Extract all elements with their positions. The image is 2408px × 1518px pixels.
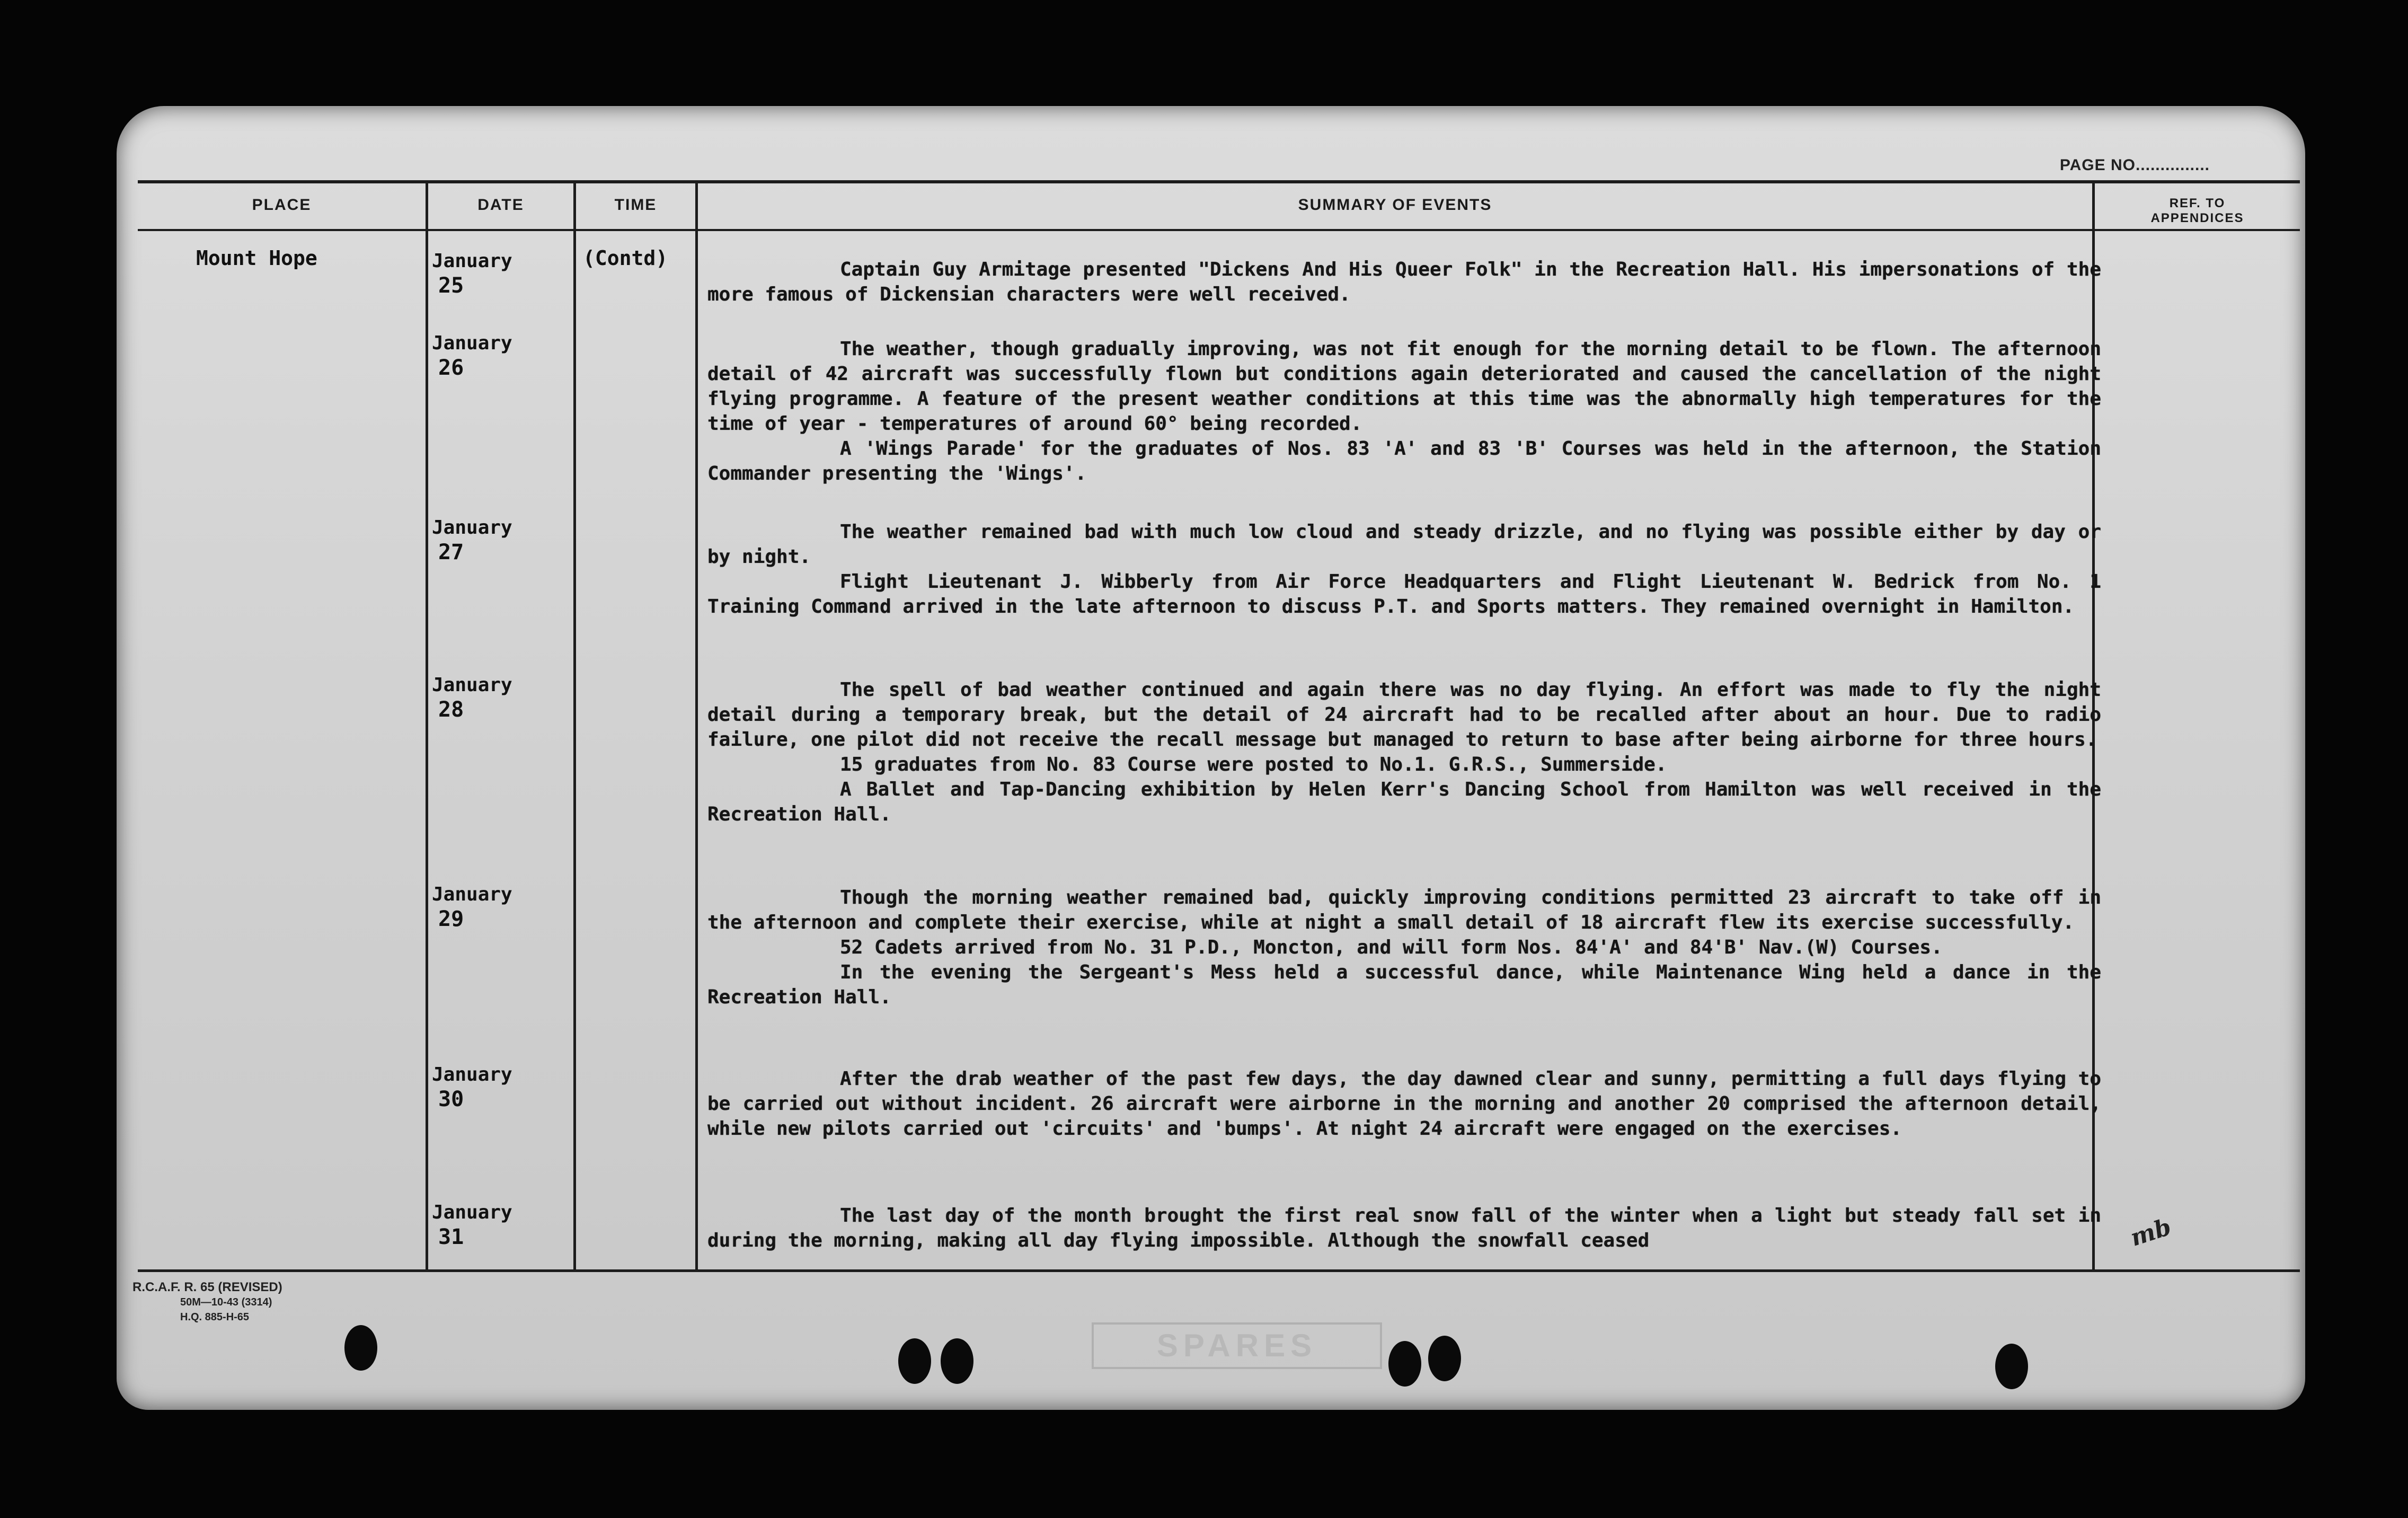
date-entry-30 <box>432 1063 512 1111</box>
date-entry-27 <box>432 516 512 564</box>
header-ref-line2: APPENDICES <box>2150 211 2244 225</box>
punch-hole-icon <box>898 1338 931 1384</box>
date-month: January <box>432 1064 512 1085</box>
summary-paragraph: 15 graduates from No. 83 Course were posted to No.1. G.R.S., Summerside. <box>840 754 1667 775</box>
summary-paragraph: Though the morning weather remained bad, quickly improving conditions permitted 23 aircraft to take off in the afternoon and complete their exercise, while at night a small detail of 18 aircraft flew its exercise successfully. <box>707 887 2101 933</box>
header-place: PLACE <box>252 196 312 214</box>
form-id-footer <box>132 1280 282 1325</box>
header-ref-line1: REF. TO <box>2169 196 2226 210</box>
date-month: January <box>432 1202 512 1223</box>
header-rule <box>138 229 2300 231</box>
summary-paragraph: A 'Wings Parade' for the graduates of Nos. 83 'A' and 83 'B' Courses was held in the afternoon, the Station Commander presenting the 'Wings'. <box>707 438 2101 484</box>
place-value: Mount Hope <box>196 246 317 270</box>
form-print-line: 50M—10-43 (3314) <box>180 1296 272 1308</box>
bottom-rule <box>138 1269 2300 1272</box>
date-day: 31 <box>438 1225 464 1249</box>
header-time: TIME <box>614 196 657 214</box>
date-entry-26 <box>432 331 512 380</box>
header-ref-appendices <box>2095 196 2300 226</box>
summary-paragraph: The weather, though gradually improving, was not fit enough for the morning detail to be flown. The afternoon detail of 42 aircraft was successfully flown but conditions again deteriorated and caused the cancellation of the night flying programme. A feature of the present weather conditions at this time was the abnormally high temperatures for the time of year - temperatures of around 60° being recorded. <box>707 338 2101 435</box>
date-entry-25 <box>432 249 512 298</box>
summary-entry-25 <box>707 257 2101 307</box>
date-day: 26 <box>438 356 464 380</box>
punch-hole-icon <box>1388 1341 1421 1387</box>
punch-hole-icon <box>1428 1336 1461 1381</box>
col-divider-time <box>695 180 698 1269</box>
handwritten-initials: mb <box>2127 1213 2175 1252</box>
header-summary: SUMMARY OF EVENTS <box>1298 196 1492 214</box>
summary-entry-29 <box>707 885 2101 1010</box>
date-day: 25 <box>438 273 464 298</box>
date-day: 29 <box>438 907 464 931</box>
header-date: DATE <box>477 196 524 214</box>
top-rule <box>138 180 2300 183</box>
summary-paragraph: The last day of the month brought the first real snow fall of the winter when a light but steady fall set in during the morning, making all day flying impossible. Although the snowfall ceased <box>707 1205 2101 1251</box>
date-day: 30 <box>438 1087 464 1111</box>
col-divider-place <box>426 180 428 1269</box>
summary-paragraph: The weather remained bad with much low cloud and steady drizzle, and no flying was possible either by day or by night. <box>707 521 2101 568</box>
summary-paragraph: Flight Lieutenant J. Wibberly from Air Force Headquarters and Flight Lieutenant W. Bedrick from No. 1 Training Command arrived in the late afternoon to discuss P.T. and Sports matters. They remained overnight in Hamilton. <box>707 571 2101 617</box>
form-id-line: R.C.A.F. R. 65 (REVISED) <box>132 1280 282 1294</box>
summary-paragraph: A Ballet and Tap-Dancing exhibition by Helen Kerr's Dancing School from Hamilton was well received in the Recreation Hall. <box>707 779 2101 825</box>
form-hq-line: H.Q. 885-H-65 <box>180 1311 250 1323</box>
summary-paragraph: Captain Guy Armitage presented "Dickens And His Queer Folk" in the Recreation Hall. His impersonations of the more famous of Dickensian characters were well received. <box>707 259 2101 305</box>
summary-entry-28 <box>707 677 2101 827</box>
punch-hole-icon <box>344 1325 377 1371</box>
summary-paragraph: After the drab weather of the past few days, the day dawned clear and sunny, permitting a full days flying to be carried out without incident. 26 aircraft were airborne in the morning and another 20 comprised the afternoon detail, while new pilots carried out 'circuits' and 'bumps'. At night 24 aircraft were engaged on the exercises. <box>707 1068 2101 1140</box>
date-entry-29 <box>432 882 512 931</box>
spares-stamp: SPARES <box>1092 1322 1382 1369</box>
date-entry-28 <box>432 673 512 722</box>
date-month: January <box>432 517 512 539</box>
date-day: 28 <box>438 698 464 722</box>
summary-entry-26 <box>707 337 2101 486</box>
date-entry-31 <box>432 1201 512 1249</box>
summary-entry-31 <box>707 1203 2101 1253</box>
date-month: January <box>432 674 512 696</box>
summary-entry-30 <box>707 1066 2101 1141</box>
date-day: 27 <box>438 540 464 564</box>
page-number-label: PAGE NO............... <box>2059 156 2210 174</box>
diary-form-card <box>117 106 2305 1410</box>
punch-hole-icon <box>1995 1344 2028 1389</box>
date-month: January <box>432 250 512 272</box>
date-month: January <box>432 332 512 354</box>
summary-entry-27 <box>707 519 2101 619</box>
summary-paragraph: 52 Cadets arrived from No. 31 P.D., Moncton, and will form Nos. 84'A' and 84'B' Nav.(W) Courses. <box>840 937 1943 958</box>
time-contd: (Contd) <box>583 246 668 270</box>
summary-paragraph: In the evening the Sergeant's Mess held a successful dance, while Maintenance Wing held a dance in the Recreation Hall. <box>707 961 2101 1008</box>
punch-hole-icon <box>941 1338 973 1384</box>
summary-paragraph: The spell of bad weather continued and again there was no day flying. An effort was made to fly the night detail during a temporary break, but the detail of 24 aircraft had to be recalled after about an hour. Due to radio failure, one pilot did not receive the recall message but managed to return to base after being airborne for three hours. <box>707 679 2101 751</box>
date-month: January <box>432 884 512 905</box>
col-divider-date <box>573 180 576 1269</box>
